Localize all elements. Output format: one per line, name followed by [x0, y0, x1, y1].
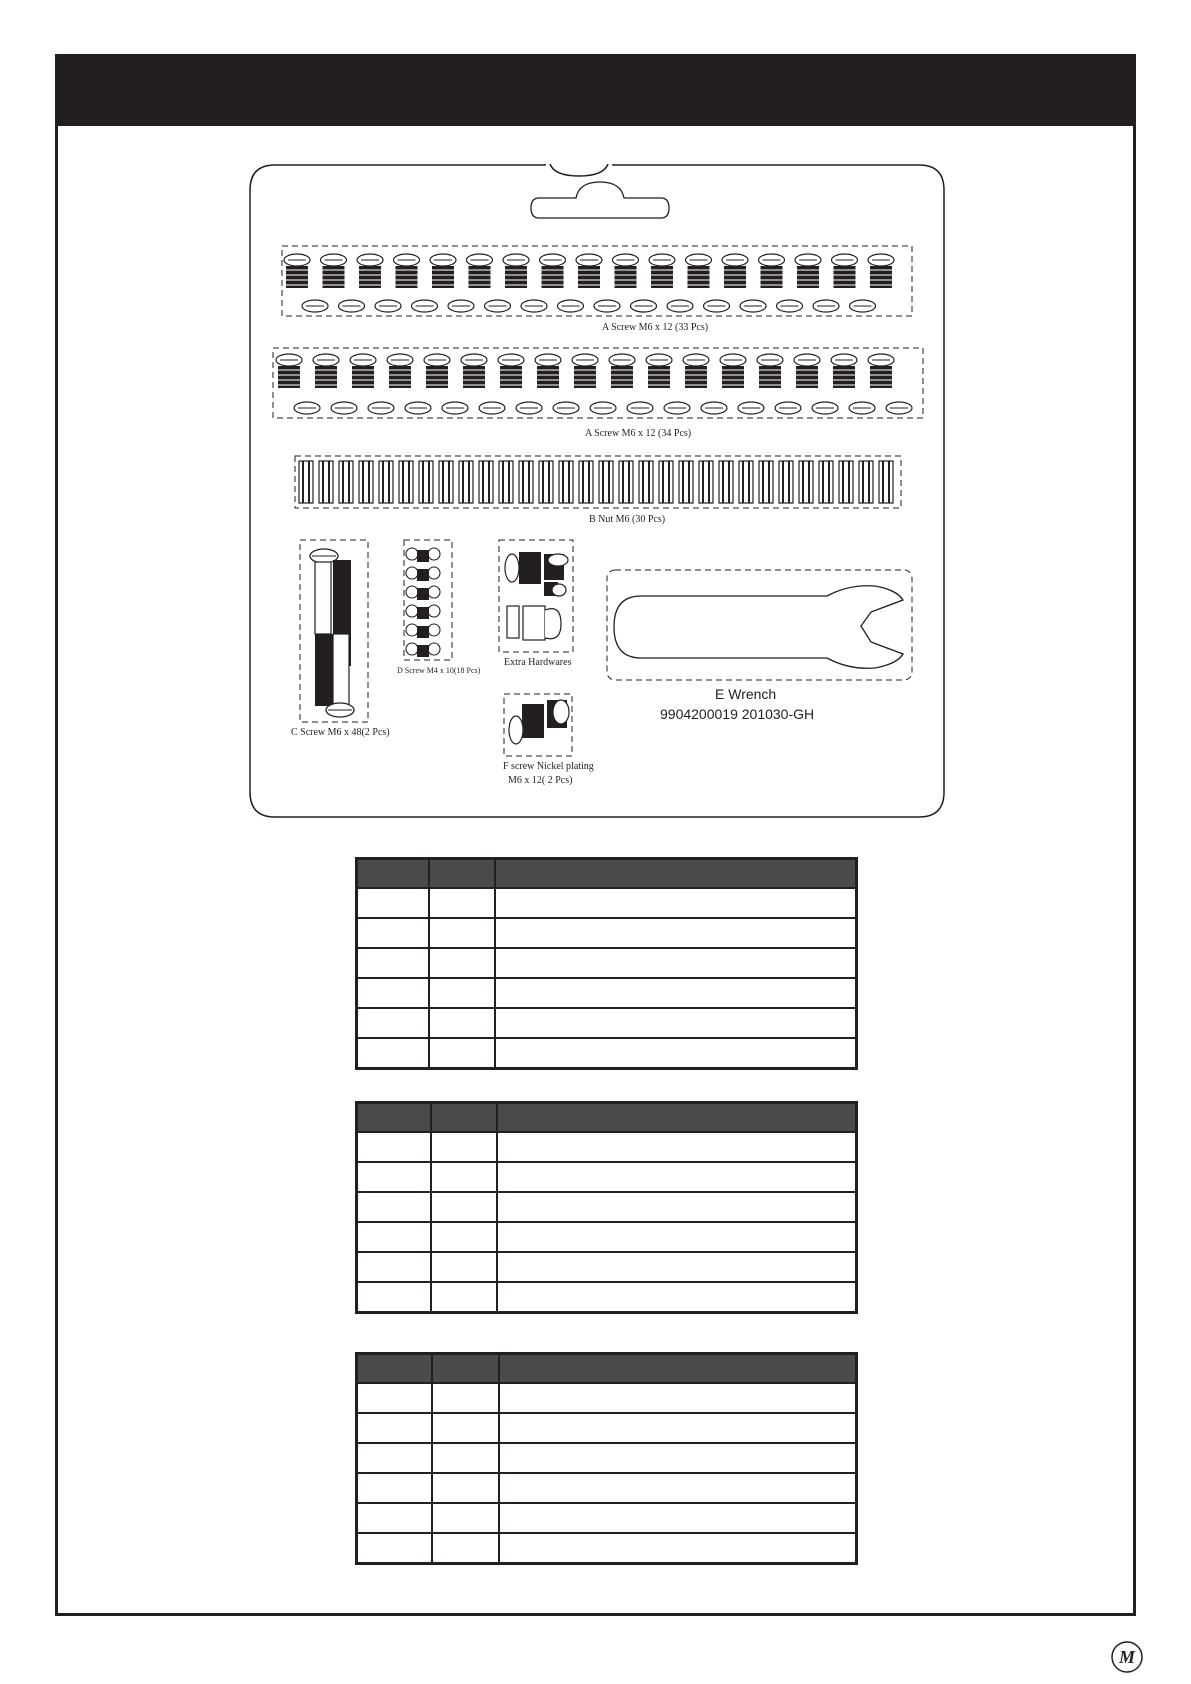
screw-icon [664, 402, 690, 414]
screw-icon [849, 402, 875, 414]
nut-icon [399, 461, 413, 503]
screw-icon [594, 300, 620, 312]
table-row [357, 888, 857, 918]
screw-icon [720, 354, 746, 388]
screw-icon [777, 300, 803, 312]
m-logo-icon [1110, 1640, 1144, 1674]
screw-icon [350, 354, 376, 388]
table-cell [499, 1383, 857, 1413]
a-screw-33-label: A Screw M6 x 12 (33 Pcs) [602, 322, 709, 333]
d-screw-head-icon [406, 605, 418, 617]
f-screw-label-2: M6 x 12( 2 Pcs) [508, 775, 573, 786]
d-screw-head-icon [406, 643, 418, 655]
screw-icon [868, 254, 894, 288]
table-cell [357, 948, 429, 978]
table-cell [495, 918, 857, 948]
table-row [357, 1533, 857, 1564]
table-row [357, 1282, 857, 1313]
screw-icon [759, 254, 785, 288]
b-nut-label: B Nut M6 (30 Pcs) [589, 514, 666, 525]
d-screw-thread-icon [417, 607, 429, 619]
screw-icon [686, 254, 712, 288]
table-cell [357, 1162, 431, 1192]
screw-icon [430, 254, 456, 288]
screw-icon [738, 402, 764, 414]
table-cell [357, 1443, 432, 1473]
table-header-row [357, 859, 857, 889]
nut-icon [739, 461, 753, 503]
nut-icon [859, 461, 873, 503]
table-cell [429, 918, 495, 948]
screw-icon [576, 254, 602, 288]
table-cell [499, 1503, 857, 1533]
nut-icon [779, 461, 793, 503]
table-cell [432, 1473, 499, 1503]
wrench-code: 9904200019 201030-GH [660, 706, 815, 722]
table-row [357, 1473, 857, 1503]
table-row [357, 978, 857, 1008]
table-cell [495, 978, 857, 1008]
screw-icon [368, 402, 394, 414]
screw-icon [461, 354, 487, 388]
table-cell [429, 948, 495, 978]
nut-icon [579, 461, 593, 503]
nut-icon [639, 461, 653, 503]
screw-icon [667, 300, 693, 312]
screw-icon [683, 354, 709, 388]
screw-icon [442, 402, 468, 414]
nut-icon [799, 461, 813, 503]
table-cell [357, 1473, 432, 1503]
d-screw-head-icon [406, 548, 418, 560]
table-cell [431, 1132, 497, 1162]
nut-icon [499, 461, 513, 503]
d-screw-head-icon [428, 548, 440, 560]
table-cell [497, 1132, 857, 1162]
table-cell [431, 1192, 497, 1222]
table-cell [431, 1282, 497, 1313]
screw-icon [795, 254, 821, 288]
table-cell [495, 1038, 857, 1069]
table-cell [499, 1413, 857, 1443]
wrench-name: E Wrench [715, 686, 777, 702]
screw-icon [627, 402, 653, 414]
screw-icon [521, 300, 547, 312]
d-screw-label: D Screw M4 x 10(18 Pcs) [397, 666, 481, 675]
nut-icon [319, 461, 333, 503]
parts-table-1 [355, 857, 858, 1070]
nut-icon [759, 461, 773, 503]
screw-icon [302, 300, 328, 312]
table-cell [432, 1443, 499, 1473]
table-header-row [357, 1103, 857, 1133]
table-cell [429, 1038, 495, 1069]
table-cell [495, 1008, 857, 1038]
nut-icon [719, 461, 733, 503]
nut-icon [539, 461, 553, 503]
screw-icon [424, 354, 450, 388]
table-row [357, 1413, 857, 1443]
nut-icon [479, 461, 493, 503]
d-screw-thread-icon [417, 550, 429, 562]
table-header-row [357, 1354, 857, 1384]
nut-icon [619, 461, 633, 503]
screw-icon [558, 300, 584, 312]
table-cell [357, 1038, 429, 1069]
nut-icon [879, 461, 893, 503]
table-cell [432, 1383, 499, 1413]
screw-icon [631, 300, 657, 312]
screw-icon [387, 354, 413, 388]
screw-icon [375, 300, 401, 312]
d-screw-head-icon [428, 605, 440, 617]
screw-icon [331, 402, 357, 414]
table-row [357, 1192, 857, 1222]
table-row [357, 918, 857, 948]
wrench-icon [614, 586, 903, 669]
table-cell [357, 1383, 432, 1413]
table-cell [357, 1252, 431, 1282]
screw-icon [609, 354, 635, 388]
nut-icon [699, 461, 713, 503]
table-cell [357, 1503, 432, 1533]
table-row [357, 1503, 857, 1533]
screw-icon [775, 402, 801, 414]
table-cell [499, 1533, 857, 1564]
f-screw-label-1: F screw Nickel plating [503, 761, 594, 772]
table-row [357, 1132, 857, 1162]
d-screw-head-icon [428, 586, 440, 598]
nut-icon [679, 461, 693, 503]
screw-icon [357, 254, 383, 288]
parts-table-3 [355, 1352, 858, 1565]
screw-icon [498, 354, 524, 388]
table-cell [499, 1473, 857, 1503]
table-cell [357, 1533, 432, 1564]
hardware-card [249, 164, 945, 818]
svg-text:M: M [1118, 1647, 1136, 1667]
table-cell [431, 1222, 497, 1252]
header-bar [55, 54, 1136, 126]
table-cell [497, 1252, 857, 1282]
table-cell [495, 888, 857, 918]
table-cell [357, 1222, 431, 1252]
table-cell [495, 948, 857, 978]
nut-icon [459, 461, 473, 503]
table-cell [429, 978, 495, 1008]
screw-icon [649, 254, 675, 288]
table-cell [497, 1222, 857, 1252]
nut-icon [439, 461, 453, 503]
screw-icon [394, 254, 420, 288]
d-screw-head-icon [406, 586, 418, 598]
table-cell [429, 1008, 495, 1038]
table-row [357, 1383, 857, 1413]
screw-icon [479, 402, 505, 414]
screw-icon [613, 254, 639, 288]
table-cell [357, 1282, 431, 1313]
screw-icon [794, 354, 820, 388]
a-screw-34-label: A Screw M6 x 12 (34 Pcs) [585, 428, 692, 439]
screw-icon [485, 300, 511, 312]
table-cell [432, 1503, 499, 1533]
d-screw-thread-icon [417, 588, 429, 600]
screw-icon [868, 354, 894, 388]
table-row [357, 1008, 857, 1038]
parts-table-2 [355, 1101, 858, 1314]
d-screw-thread-icon [417, 645, 429, 657]
screw-icon [284, 254, 310, 288]
screw-icon [757, 354, 783, 388]
table-cell [357, 1132, 431, 1162]
d-screw-thread-icon [417, 626, 429, 638]
screw-icon [294, 402, 320, 414]
screw-icon [405, 402, 431, 414]
nut-icon [419, 461, 433, 503]
screw-icon [553, 402, 579, 414]
table-cell [429, 888, 495, 918]
screw-icon [701, 402, 727, 414]
table-cell [357, 1192, 431, 1222]
d-screw-thread-icon [417, 569, 429, 581]
screw-icon [831, 354, 857, 388]
nut-icon [599, 461, 613, 503]
nut-icon [839, 461, 853, 503]
screw-icon [516, 402, 542, 414]
table-cell [432, 1533, 499, 1564]
nut-icon [359, 461, 373, 503]
nut-icon [379, 461, 393, 503]
extra-hardware-label: Extra Hardwares [504, 657, 572, 668]
nut-icon [299, 461, 313, 503]
screw-icon [812, 402, 838, 414]
screw-icon [540, 254, 566, 288]
screw-icon [832, 254, 858, 288]
screw-icon [448, 300, 474, 312]
table-cell [432, 1413, 499, 1443]
screw-icon [722, 254, 748, 288]
table-row [357, 1038, 857, 1069]
screw-icon [813, 300, 839, 312]
nut-icon [819, 461, 833, 503]
screw-icon [339, 300, 365, 312]
table-cell [497, 1192, 857, 1222]
nut-icon [339, 461, 353, 503]
d-screw-head-icon [428, 567, 440, 579]
nut-icon [519, 461, 533, 503]
c-screw-label: C Screw M6 x 48(2 Pcs) [291, 727, 390, 738]
screw-icon [886, 402, 912, 414]
table-cell [357, 978, 429, 1008]
table-cell [357, 1413, 432, 1443]
screw-icon [572, 354, 598, 388]
table-row [357, 1252, 857, 1282]
table-cell [499, 1443, 857, 1473]
d-screw-head-icon [428, 643, 440, 655]
screw-icon [590, 402, 616, 414]
nut-icon [559, 461, 573, 503]
screw-icon [467, 254, 493, 288]
screw-icon [850, 300, 876, 312]
d-screw-head-icon [428, 624, 440, 636]
table-row [357, 1443, 857, 1473]
table-row [357, 1222, 857, 1252]
d-screw-head-icon [406, 624, 418, 636]
nut-icon [659, 461, 673, 503]
screw-icon [535, 354, 561, 388]
table-cell [497, 1162, 857, 1192]
screw-icon [646, 354, 672, 388]
table-cell [497, 1282, 857, 1313]
screw-icon [276, 354, 302, 388]
screw-icon [321, 254, 347, 288]
screw-icon [412, 300, 438, 312]
hardware-card-drawing [249, 164, 945, 818]
table-cell [357, 1008, 429, 1038]
table-cell [357, 888, 429, 918]
table-row [357, 948, 857, 978]
table-row [357, 1162, 857, 1192]
table-cell [431, 1252, 497, 1282]
screw-icon [313, 354, 339, 388]
screw-icon [503, 254, 529, 288]
d-screw-head-icon [406, 567, 418, 579]
screw-icon [704, 300, 730, 312]
table-cell [357, 918, 429, 948]
table-cell [431, 1162, 497, 1192]
screw-icon [740, 300, 766, 312]
